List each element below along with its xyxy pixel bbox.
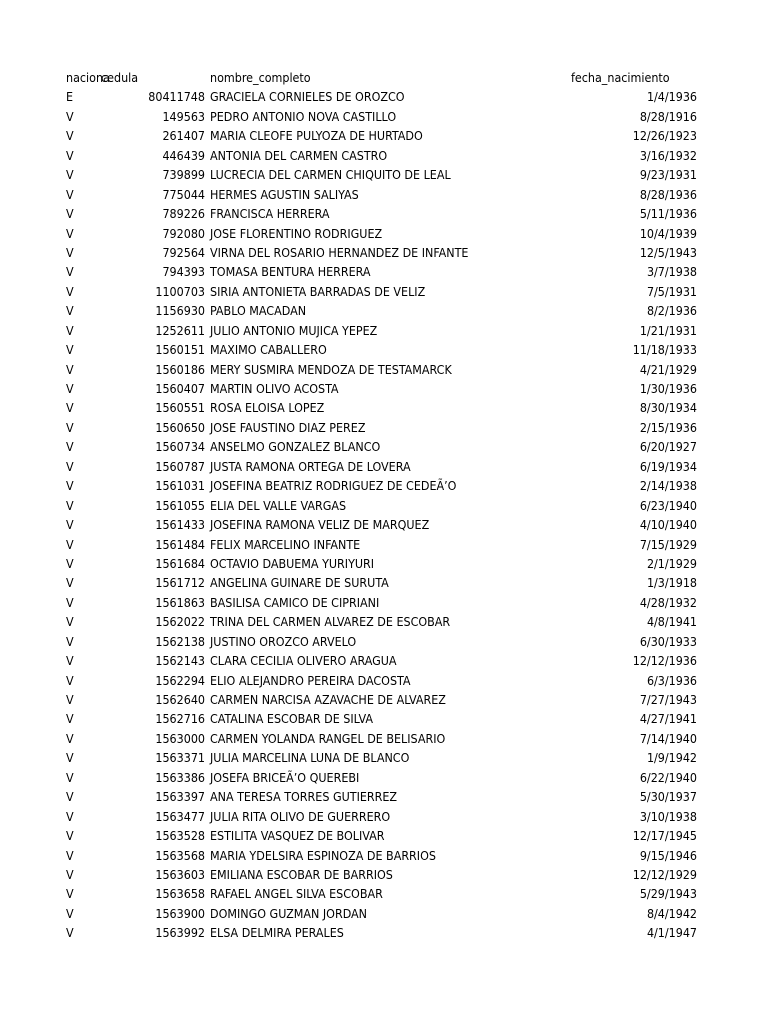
- cell-nacionalidad[interactable]: V: [66, 108, 74, 124]
- cell-nacionalidad[interactable]: V: [66, 750, 74, 766]
- cell-fecha[interactable]: 7/15/1929: [639, 536, 697, 552]
- cell-cedula[interactable]: 149563: [162, 108, 205, 124]
- cell-fecha[interactable]: 12/12/1936: [632, 653, 697, 669]
- cell-fecha[interactable]: 1/4/1936: [646, 89, 697, 105]
- table-row: [0, 87, 768, 106]
- cell-fecha[interactable]: 1/21/1931: [639, 322, 697, 338]
- cell-nacionalidad[interactable]: V: [66, 828, 74, 844]
- header-cedula[interactable]: cedula: [101, 70, 139, 85]
- cell-nombre[interactable]: RAFAEL ANGEL SILVA ESCOBAR: [210, 886, 383, 902]
- cell-fecha[interactable]: 12/26/1923: [632, 128, 697, 144]
- cell-nombre[interactable]: CATALINA ESCOBAR DE SILVA: [210, 711, 373, 727]
- header-nacionalidad[interactable]: naciona: [66, 70, 110, 85]
- cell-nombre[interactable]: FELIX MARCELINO INFANTE: [210, 536, 361, 552]
- cell-cedula[interactable]: 1562640: [155, 692, 205, 707]
- cell-fecha[interactable]: 1/30/1936: [639, 381, 697, 396]
- cell-nombre[interactable]: ELSA DELMIRA PERALES: [210, 925, 344, 941]
- table-row: [0, 846, 768, 865]
- cell-nombre[interactable]: TRINA DEL CARMEN ALVAREZ DE ESCOBAR: [210, 614, 451, 630]
- cell-nombre[interactable]: MARTIN OLIVO ACOSTA: [210, 381, 339, 396]
- cell-cedula[interactable]: 1560186: [155, 361, 205, 377]
- table-row: [0, 360, 768, 379]
- cell-nacionalidad[interactable]: V: [66, 186, 74, 202]
- cell-cedula[interactable]: 1561055: [155, 497, 205, 513]
- cell-nacionalidad[interactable]: V: [66, 847, 74, 863]
- cell-nacionalidad[interactable]: E: [66, 89, 74, 105]
- table-row: [0, 904, 768, 923]
- cell-nacionalidad[interactable]: V: [66, 167, 74, 183]
- cell-nacionalidad[interactable]: V: [66, 342, 74, 358]
- table-row: [0, 709, 768, 728]
- cell-cedula[interactable]: 789226: [162, 206, 205, 222]
- cell-nombre[interactable]: ELIA DEL VALLE VARGAS: [210, 497, 347, 513]
- cell-fecha[interactable]: 12/12/1929: [632, 866, 697, 882]
- cell-nacionalidad[interactable]: V: [66, 283, 74, 299]
- cell-fecha[interactable]: 1/3/1918: [646, 575, 697, 591]
- cell-nombre[interactable]: PEDRO ANTONIO NOVA CASTILLO: [210, 108, 397, 124]
- cell-nacionalidad[interactable]: V: [66, 905, 74, 921]
- cell-nacionalidad[interactable]: V: [66, 244, 74, 260]
- cell-nacionalidad[interactable]: V: [66, 264, 74, 280]
- cell-cedula[interactable]: 80411748: [148, 89, 205, 105]
- cell-nacionalidad[interactable]: V: [66, 419, 74, 435]
- table-row: [0, 340, 768, 359]
- cell-fecha[interactable]: 5/30/1937: [639, 789, 697, 805]
- table-row: [0, 437, 768, 456]
- cell-cedula[interactable]: 1563386: [155, 769, 205, 785]
- cell-nombre[interactable]: CLARA CECILIA OLIVERO ARAGUA: [210, 653, 397, 669]
- cell-fecha[interactable]: 6/20/1927: [639, 439, 697, 455]
- cell-nacionalidad[interactable]: V: [66, 672, 74, 688]
- cell-cedula[interactable]: 1561484: [155, 536, 205, 552]
- cell-cedula[interactable]: 1563603: [155, 866, 205, 882]
- table-row: [0, 185, 768, 204]
- cell-nombre[interactable]: HERMES AGUSTIN SALIYAS: [210, 186, 359, 202]
- cell-nacionalidad[interactable]: V: [66, 458, 74, 474]
- cell-nacionalidad[interactable]: V: [66, 147, 74, 163]
- table-row: [0, 476, 768, 495]
- cell-nacionalidad[interactable]: V: [66, 303, 74, 319]
- table-row: [0, 535, 768, 554]
- table-row: [0, 593, 768, 612]
- table-row: [0, 748, 768, 767]
- table-row: [0, 398, 768, 417]
- cell-nacionalidad[interactable]: V: [66, 536, 74, 552]
- cell-fecha[interactable]: 2/15/1936: [639, 419, 697, 435]
- table-row: [0, 379, 768, 398]
- cell-cedula[interactable]: 1561712: [155, 575, 205, 591]
- table-row: [0, 418, 768, 437]
- cell-cedula[interactable]: 1563900: [155, 905, 205, 921]
- cell-nacionalidad[interactable]: V: [66, 594, 74, 610]
- cell-nombre[interactable]: OCTAVIO DABUEMA YURIYURI: [210, 555, 375, 571]
- cell-cedula[interactable]: 1563568: [155, 847, 205, 863]
- cell-fecha[interactable]: 2/1/1929: [646, 555, 697, 571]
- table-row: [0, 282, 768, 301]
- table-row: [0, 923, 768, 942]
- cell-fecha[interactable]: 6/3/1936: [646, 672, 697, 688]
- cell-fecha[interactable]: 4/27/1941: [639, 711, 697, 727]
- cell-fecha[interactable]: 6/23/1940: [639, 497, 697, 513]
- cell-fecha[interactable]: 8/28/1916: [639, 108, 697, 124]
- cell-nacionalidad[interactable]: V: [66, 886, 74, 902]
- cell-cedula[interactable]: 1563477: [155, 808, 205, 824]
- cell-nacionalidad[interactable]: V: [66, 769, 74, 785]
- table-row: [0, 690, 768, 709]
- cell-nombre[interactable]: ANGELINA GUINARE DE SURUTA: [210, 575, 389, 591]
- cell-cedula[interactable]: 1562138: [155, 633, 205, 649]
- table-row: [0, 107, 768, 126]
- cell-nacionalidad[interactable]: V: [66, 225, 74, 241]
- cell-fecha[interactable]: 12/17/1945: [632, 828, 697, 844]
- cell-nacionalidad[interactable]: V: [66, 653, 74, 669]
- header-fecha[interactable]: fecha_nacimiento: [571, 70, 670, 85]
- cell-fecha[interactable]: 11/18/1933: [632, 342, 697, 358]
- cell-cedula[interactable]: 1562716: [155, 711, 205, 727]
- table-row: [0, 321, 768, 340]
- cell-fecha[interactable]: 3/16/1932: [639, 147, 697, 163]
- table-row: [0, 826, 768, 845]
- cell-fecha[interactable]: 7/27/1943: [639, 692, 697, 707]
- table-row: [0, 768, 768, 787]
- table-row: [0, 612, 768, 631]
- cell-nombre[interactable]: JUSTA RAMONA ORTEGA DE LOVERA: [210, 458, 411, 474]
- table-row: [0, 457, 768, 476]
- cell-nombre[interactable]: JULIO ANTONIO MUJICA YEPEZ: [210, 322, 378, 338]
- cell-nacionalidad[interactable]: V: [66, 730, 74, 746]
- cell-nacionalidad[interactable]: V: [66, 361, 74, 377]
- cell-nacionalidad[interactable]: V: [66, 497, 74, 513]
- cell-nombre[interactable]: SIRIA ANTONIETA BARRADAS DE VELIZ: [210, 283, 426, 299]
- table-row: [0, 807, 768, 826]
- cell-cedula[interactable]: 1560787: [155, 458, 205, 474]
- cell-cedula[interactable]: 739899: [162, 167, 205, 183]
- cell-cedula[interactable]: 1563528: [155, 828, 205, 844]
- cell-nacionalidad[interactable]: V: [66, 808, 74, 824]
- cell-fecha[interactable]: 4/10/1940: [639, 517, 697, 533]
- cell-cedula[interactable]: 1563992: [155, 925, 205, 941]
- spreadsheet-table: [0, 68, 768, 943]
- table-row: [0, 262, 768, 281]
- cell-nacionalidad[interactable]: V: [66, 692, 74, 707]
- table-row: [0, 729, 768, 748]
- cell-cedula[interactable]: 446439: [162, 147, 205, 163]
- cell-fecha[interactable]: 4/21/1929: [639, 361, 697, 377]
- cell-nombre[interactable]: JOSEFINA RAMONA VELIZ DE MARQUEZ: [210, 517, 430, 533]
- cell-cedula[interactable]: 1156930: [155, 303, 205, 319]
- cell-nombre[interactable]: FRANCISCA HERRERA: [210, 206, 330, 222]
- cell-nombre[interactable]: CARMEN YOLANDA RANGEL DE BELISARIO: [210, 730, 446, 746]
- cell-cedula[interactable]: 1560734: [155, 439, 205, 455]
- cell-fecha[interactable]: 4/1/1947: [646, 925, 697, 941]
- cell-nombre[interactable]: JULIA MARCELINA LUNA DE BLANCO: [210, 750, 410, 766]
- cell-nacionalidad[interactable]: V: [66, 633, 74, 649]
- cell-cedula[interactable]: 1562294: [155, 672, 205, 688]
- cell-nombre[interactable]: MERY SUSMIRA MENDOZA DE TESTAMARCK: [210, 361, 452, 377]
- cell-fecha[interactable]: 5/29/1943: [639, 886, 697, 902]
- table-row: [0, 865, 768, 884]
- table-row: [0, 884, 768, 903]
- cell-fecha[interactable]: 7/14/1940: [639, 730, 697, 746]
- cell-nombre[interactable]: JUSTINO OROZCO ARVELO: [210, 633, 357, 649]
- cell-nombre[interactable]: CARMEN NARCISA AZAVACHE DE ALVAREZ: [210, 692, 446, 707]
- table-row: [0, 204, 768, 223]
- cell-fecha[interactable]: 3/10/1938: [639, 808, 697, 824]
- table-row: [0, 243, 768, 262]
- table-row: [0, 787, 768, 806]
- cell-fecha[interactable]: 6/22/1940: [639, 769, 697, 785]
- cell-fecha[interactable]: 7/5/1931: [646, 283, 697, 299]
- cell-cedula[interactable]: 1561863: [155, 594, 205, 610]
- cell-fecha[interactable]: 8/2/1936: [646, 303, 697, 319]
- cell-nacionalidad[interactable]: V: [66, 439, 74, 455]
- cell-nacionalidad[interactable]: V: [66, 478, 74, 494]
- cell-nombre[interactable]: PABLO MACADAN: [210, 303, 307, 319]
- cell-fecha[interactable]: 2/14/1938: [639, 478, 697, 494]
- cell-cedula[interactable]: 1560151: [155, 342, 205, 358]
- cell-nacionalidad[interactable]: V: [66, 400, 74, 416]
- cell-cedula[interactable]: 1561031: [155, 478, 205, 494]
- cell-nombre[interactable]: JOSE FLORENTINO RODRIGUEZ: [210, 225, 383, 241]
- cell-nombre[interactable]: ANTONIA DEL CARMEN CASTRO: [210, 147, 388, 163]
- table-body: [0, 87, 768, 942]
- cell-cedula[interactable]: 1563000: [155, 730, 205, 746]
- cell-cedula[interactable]: 794393: [162, 264, 205, 280]
- cell-fecha[interactable]: 10/4/1939: [639, 225, 697, 241]
- cell-cedula[interactable]: 1562143: [155, 653, 205, 669]
- cell-nacionalidad[interactable]: V: [66, 925, 74, 941]
- cell-nacionalidad[interactable]: V: [66, 555, 74, 571]
- cell-nacionalidad[interactable]: V: [66, 517, 74, 533]
- cell-nombre[interactable]: EMILIANA ESCOBAR DE BARRIOS: [210, 866, 393, 882]
- cell-nacionalidad[interactable]: V: [66, 128, 74, 144]
- table-row: [0, 671, 768, 690]
- cell-cedula[interactable]: 1560407: [155, 381, 205, 396]
- cell-fecha[interactable]: 6/19/1934: [639, 458, 697, 474]
- cell-cedula[interactable]: 1560650: [155, 419, 205, 435]
- cell-fecha[interactable]: 5/11/1936: [639, 206, 697, 222]
- header-nombre[interactable]: nombre_completo: [210, 70, 311, 85]
- cell-nacionalidad[interactable]: V: [66, 575, 74, 591]
- table-row: [0, 146, 768, 165]
- cell-nombre[interactable]: ANSELMO GONZALEZ BLANCO: [210, 439, 381, 455]
- cell-nacionalidad[interactable]: V: [66, 789, 74, 805]
- cell-cedula[interactable]: 775044: [162, 186, 205, 202]
- cell-nombre[interactable]: JOSEFA BRICEÃ’O QUEREBI: [210, 769, 360, 785]
- cell-nombre[interactable]: DOMINGO GUZMAN JORDAN: [210, 905, 368, 921]
- cell-nombre[interactable]: LUCRECIA DEL CARMEN CHIQUITO DE LEAL: [210, 167, 451, 183]
- cell-nombre[interactable]: ROSA ELOISA LOPEZ: [210, 400, 325, 416]
- table-row: [0, 301, 768, 320]
- cell-fecha[interactable]: 3/7/1938: [646, 264, 697, 280]
- cell-fecha[interactable]: 6/30/1933: [639, 633, 697, 649]
- cell-nacionalidad[interactable]: V: [66, 322, 74, 338]
- cell-fecha[interactable]: 8/30/1934: [639, 400, 697, 416]
- cell-cedula[interactable]: 1562022: [155, 614, 205, 630]
- cell-fecha[interactable]: 4/8/1941: [646, 614, 697, 630]
- cell-nacionalidad[interactable]: V: [66, 614, 74, 630]
- table-row: [0, 573, 768, 592]
- table-row: [0, 126, 768, 145]
- cell-nombre[interactable]: GRACIELA CORNIELES DE OROZCO: [210, 89, 405, 105]
- header-row: [0, 68, 768, 87]
- table-row: [0, 554, 768, 573]
- cell-nacionalidad[interactable]: V: [66, 711, 74, 727]
- cell-cedula[interactable]: 1563371: [155, 750, 205, 766]
- cell-nombre[interactable]: ESTILITA VASQUEZ DE BOLIVAR: [210, 828, 385, 844]
- cell-cedula[interactable]: 792564: [162, 244, 205, 260]
- cell-cedula[interactable]: 792080: [162, 225, 205, 241]
- cell-nacionalidad[interactable]: V: [66, 866, 74, 882]
- table-row: [0, 165, 768, 184]
- cell-fecha[interactable]: 8/4/1942: [646, 905, 697, 921]
- cell-nombre[interactable]: MAXIMO CABALLERO: [210, 342, 327, 358]
- table-row: [0, 651, 768, 670]
- cell-nombre[interactable]: JULIA RITA OLIVO DE GUERRERO: [210, 808, 391, 824]
- cell-cedula[interactable]: 1561433: [155, 517, 205, 533]
- cell-fecha[interactable]: 9/23/1931: [639, 167, 697, 183]
- cell-fecha[interactable]: 9/15/1946: [639, 847, 697, 863]
- cell-nombre[interactable]: TOMASA BENTURA HERRERA: [210, 264, 371, 280]
- table-row: [0, 496, 768, 515]
- cell-cedula[interactable]: 1560551: [155, 400, 205, 416]
- cell-nombre[interactable]: MARIA CLEOFE PULYOZA DE HURTADO: [210, 128, 423, 144]
- cell-nombre[interactable]: ELIO ALEJANDRO PEREIRA DACOSTA: [210, 672, 411, 688]
- cell-cedula[interactable]: 1563397: [155, 789, 205, 805]
- cell-nombre[interactable]: VIRNA DEL ROSARIO HERNANDEZ DE INFANTE: [210, 244, 469, 260]
- cell-nombre[interactable]: JOSE FAUSTINO DIAZ PEREZ: [210, 419, 366, 435]
- cell-nacionalidad[interactable]: V: [66, 206, 74, 222]
- table-row: [0, 224, 768, 243]
- cell-nombre[interactable]: JOSEFINA BEATRIZ RODRIGUEZ DE CEDEÃ’O: [210, 478, 457, 494]
- cell-cedula[interactable]: 261407: [162, 128, 205, 144]
- table-row: [0, 632, 768, 651]
- cell-fecha[interactable]: 4/28/1932: [639, 594, 697, 610]
- cell-cedula[interactable]: 1561684: [155, 555, 205, 571]
- cell-nombre[interactable]: MARIA YDELSIRA ESPINOZA DE BARRIOS: [210, 847, 436, 863]
- table-row: [0, 515, 768, 534]
- cell-cedula[interactable]: 1100703: [155, 283, 205, 299]
- cell-fecha[interactable]: 1/9/1942: [646, 750, 697, 766]
- cell-nombre[interactable]: ANA TERESA TORRES GUTIERREZ: [210, 789, 398, 805]
- cell-cedula[interactable]: 1563658: [155, 886, 205, 902]
- cell-fecha[interactable]: 8/28/1936: [639, 186, 697, 202]
- cell-fecha[interactable]: 12/5/1943: [639, 244, 697, 260]
- cell-nombre[interactable]: BASILISA CAMICO DE CIPRIANI: [210, 594, 380, 610]
- cell-nacionalidad[interactable]: V: [66, 381, 74, 396]
- cell-cedula[interactable]: 1252611: [155, 322, 205, 338]
